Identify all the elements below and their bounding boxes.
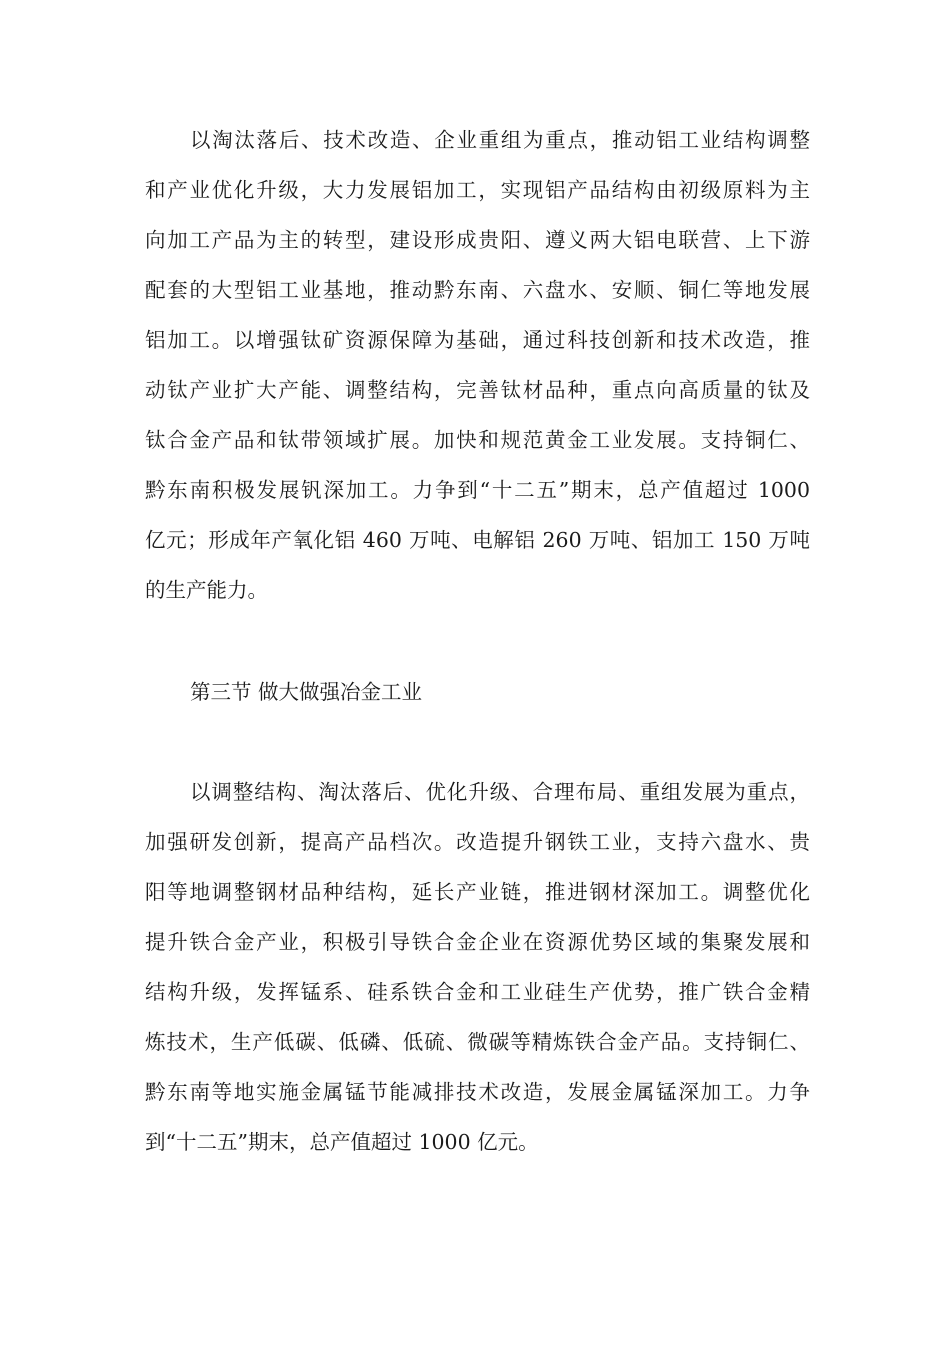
paragraph-line: 黔东南积极发展钒深加工。力争到“十二五”期末，总产值超过 1000 [145, 478, 810, 502]
paragraph-line: 加强研发创新，提高产品档次。改造提升钢铁工业，支持六盘水、贵 [145, 830, 810, 854]
section-heading: 第三节 做大做强冶金工业 [190, 680, 423, 704]
paragraph-line: 炼技术，生产低碳、低磷、低硫、微碳等精炼铁合金产品。支持铜仁、 [145, 1030, 810, 1054]
paragraph-line: 配套的大型铝工业基地，推动黔东南、六盘水、安顺、铜仁等地发展 [145, 278, 810, 302]
paragraph-line: 以调整结构、淘汰落后、优化升级、合理布局、重组发展为重点， [190, 780, 810, 804]
paragraph-line: 和产业优化升级，大力发展铝加工，实现铝产品结构由初级原料为主 [145, 178, 810, 202]
paragraph-line: 以淘汰落后、技术改造、企业重组为重点，推动铝工业结构调整 [190, 128, 810, 152]
paragraph-line: 向加工产品为主的转型，建设形成贵阳、遵义两大铝电联营、上下游 [145, 228, 810, 252]
paragraph-line: 黔东南等地实施金属锰节能减排技术改造，发展金属锰深加工。力争 [145, 1080, 810, 1104]
paragraph-line: 钛合金产品和钛带领域扩展。加快和规范黄金工业发展。支持铜仁、 [145, 428, 810, 452]
paragraph-line: 到“十二五”期末，总产值超过 1000 亿元。 [145, 1130, 539, 1154]
paragraph-line: 铝加工。以增强钛矿资源保障为基础，通过科技创新和技术改造，推 [145, 328, 810, 352]
paragraph-line: 的生产能力。 [145, 578, 268, 602]
paragraph-line: 提升铁合金产业，积极引导铁合金企业在资源优势区域的集聚发展和 [145, 930, 810, 954]
paragraph-line: 动钛产业扩大产能、调整结构，完善钛材品种，重点向高质量的钛及 [145, 378, 810, 402]
paragraph-line: 阳等地调整钢材品种结构，延长产业链，推进钢材深加工。调整优化 [145, 880, 810, 904]
paragraph-line: 结构升级，发挥锰系、硅系铁合金和工业硅生产优势，推广铁合金精 [145, 980, 810, 1004]
paragraph-line: 亿元；形成年产氧化铝 460 万吨、电解铝 260 万吨、铝加工 150 万吨 [145, 528, 810, 552]
